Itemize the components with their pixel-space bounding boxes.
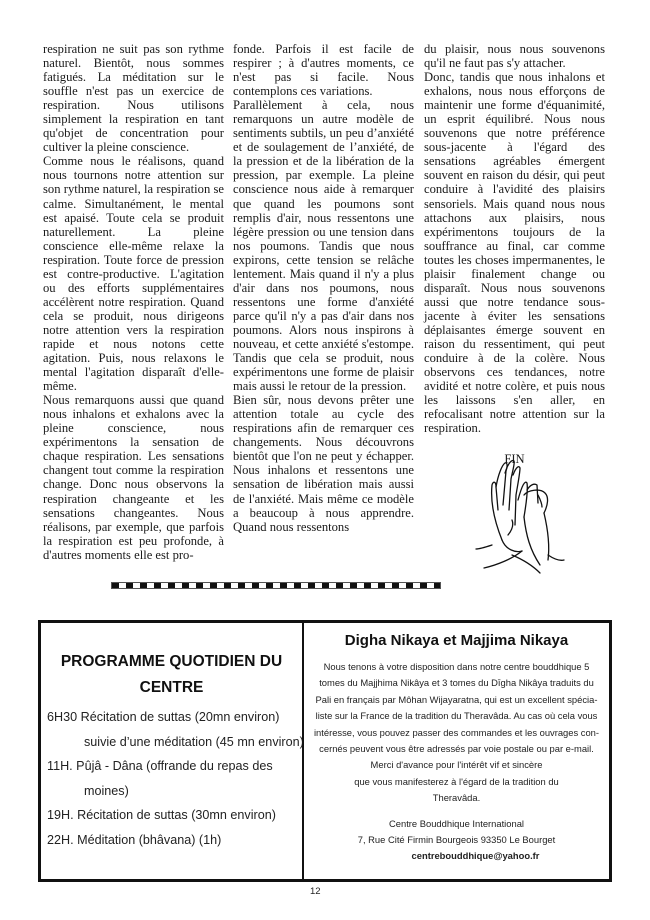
programme-item: suivie d’une méditation (45 mn environ) bbox=[84, 734, 304, 749]
books-title: Digha Nikaya et Majjima Nikaya bbox=[344, 632, 569, 649]
praying-hands-icon bbox=[472, 455, 577, 585]
end-marker: FIN bbox=[504, 452, 525, 467]
body-line: Theravâda. bbox=[432, 792, 481, 804]
body-line: tomes du Majjhima Nikâya et 3 tomes du Dīgha Nikâya traduits du bbox=[319, 677, 594, 689]
body-line: que vous manifesterez à l'égard de la tradition du bbox=[354, 775, 559, 787]
paragraph: fonde. Parfois il est facile de respirer ; à d'autres moments, ce n'est pas si facile. Nous contemplons ces variations. bbox=[233, 42, 414, 99]
page-number: 12 bbox=[310, 886, 321, 897]
body-line: liste sur la France de la tradition du Theravâda. Au cas où cela vous bbox=[315, 710, 598, 722]
daily-programme-box bbox=[38, 620, 304, 882]
paragraph: du plaisir, nous nous souvenons qu'il ne faut pas s'y attacher. bbox=[424, 42, 605, 71]
body-line: intéresse, vous pouvez passer des commandes et les ouvrages con- bbox=[313, 726, 600, 738]
contact-address: 7, Rue Cité Firmin Bourgeois 93350 Le Bourget bbox=[357, 834, 556, 846]
contact-block bbox=[304, 816, 609, 865]
article-column-3 bbox=[424, 42, 605, 466]
paragraph: Donc, tandis que nous inhalons et exhalons, nous nous efforçons de maintenir une forme d'équanimité, un esprit équilibré. Nous nous souvenons que notre préférence sous-jacente à l'égard des sensations agréables émergent souvent en raison du désir, qui peut conduire à l'avidité des plaisirs sensoriels. Mais quand nous nous attachons aux plaisirs, nous expérimentons toujours de la souffrance au final, car comme toutes les choses impermanentes, le plaisir finalement change ou disparaît. Nous nous souvenons aussi que notre tendance sous-jacente à éviter les sensations déplaisantes émerge souvent en raison du ressentiment, qui peut conduire à de la colère. Nous observons ces tendances, notre avidité et notre colère, et puis nous les laissons s'en aller, en refocalisant notre attention sur la respiration. bbox=[424, 70, 605, 436]
programme-item: moines) bbox=[84, 783, 129, 798]
paragraph: Comme nous le réalisons, quand nous tournons notre attention sur son rythme naturel, la respiration se calme. Simultanément, le mental est apaisé. Toute cela se produit naturellement. La pleine conscience elle-même relaxe la respiration. Toute force de pression est contre-productive. L'agitation ou des efforts supplémentaires accélèrent notre respiration. Quand cela se produit, nous dirigeons notre attention vers la respiration rapide et nous notons cette agitation. Puis, nous relaxons le mental l'agitation disparaît d'elle-même. bbox=[43, 154, 224, 394]
body-line: Pali en français par Môhan Wijayaratna, qui est un excellent spécia- bbox=[315, 693, 598, 705]
paragraph: respiration ne suit pas son rythme naturel. Bientôt, nous sommes fatigués. La méditation sur le souffle n'est pas un exercice de respiration. Nous utilisons simplement la respiration en tant qu'objet de concentration pour cultiver la pleine conscience. bbox=[43, 42, 224, 155]
contact-email-link[interactable]: centrebouddhique@yahoo.fr bbox=[411, 850, 540, 862]
books-box bbox=[302, 620, 612, 882]
checkered-divider bbox=[111, 582, 441, 589]
books-body bbox=[310, 659, 603, 807]
article-column-2 bbox=[233, 42, 414, 534]
programme-item: 19H. Récitation de suttas (30mn environ) bbox=[47, 808, 276, 823]
article-column-1 bbox=[43, 42, 224, 562]
paragraph: Parallèlement à cela, nous remarquons un autre modèle de sentiments subtils, un peu d’anxiété et de soulagement de l’anxiété, de la pression et de la libération de la pression, par exemple. La pleine conscience nous aide à remarquer que quand les poumons sont remplis d'air, nous ressentons une légère pression ou une tension dans nos poumons. Tandis que nous expirons, cette tension se relâche lentement. Mais quand il n'y a plus d'air dans nos poumons, nous ressentons une forme d'anxiété parce qu'il n'y a pas d'air dans nos poumons. Alors nous inspirons à nouveau, et cette anxiété s'estompe. Tandis que cela se produit, nous expérimentons une forme de plaisir mais aussi le retour de la pression. bbox=[233, 98, 414, 394]
programme-item: 11H. Pûjâ - Dâna (offrande du repas des bbox=[47, 759, 273, 774]
paragraph: Bien sûr, nous devons prêter une attention totale au cycle des respirations afin de remarquer ces changements. Nous découvrons bientôt que l'on ne peut y échapper. Nous inhalons et ressentons une sensation de libération mais aussi de l'anxiété. Mais même ce modèle a beaucoup à nous apprendre. Quand nous ressentons bbox=[233, 393, 414, 534]
body-line: cernés peuvent vous être adressés par voie postale ou par e-mail. bbox=[319, 743, 594, 755]
contact-name: Centre Bouddhique International bbox=[389, 817, 524, 829]
paragraph: Nous remarquons aussi que quand nous inhalons et exhalons avec la pleine conscience, nous expérimentons la sensation de chaque respiration. Les sensations changent tout comme la respiration change. Donc nous observons la respiration changeante et les sensations changeantes. Nous réalisons, par exemple, que parfois la respiration est peu profonde, à d'autres moments elle est pro- bbox=[43, 393, 224, 562]
body-line: Merci d'avance pour l'intérêt vif et sincère bbox=[370, 759, 543, 771]
programme-item: 6H30 Récitation de suttas (20mn environ) bbox=[47, 710, 280, 724]
body-line: Nous tenons à votre disposition dans notre centre bouddhique 5 bbox=[323, 661, 590, 672]
programme-item: 22H. Méditation (bhâvana) (1h) bbox=[47, 832, 222, 847]
programme-title: PROGRAMME QUOTIDIEN DU CENTRE bbox=[60, 653, 283, 696]
